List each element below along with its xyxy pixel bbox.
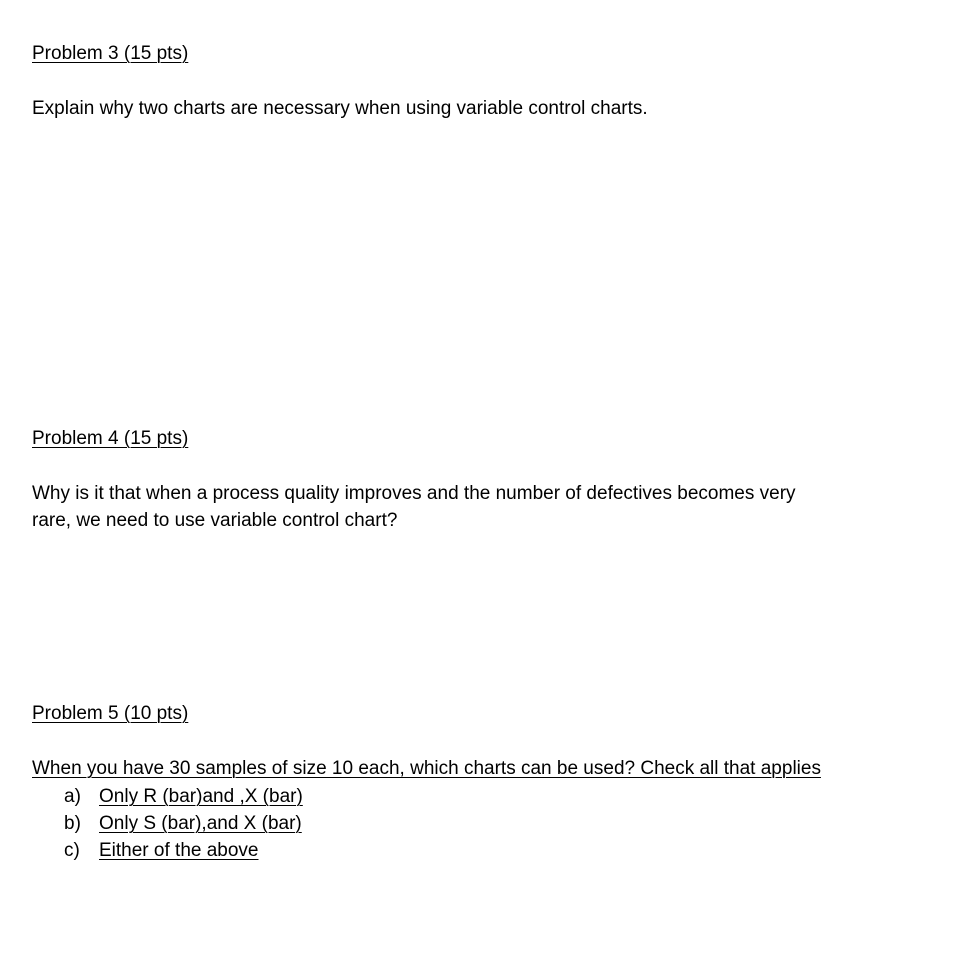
problem-4-question-line-2: rare, we need to use variable control chart? xyxy=(32,510,398,531)
option-c-text: Either of the above xyxy=(99,840,259,861)
option-a-marker: a) xyxy=(64,786,81,807)
problem-3-question: Explain why two charts are necessary when using variable control charts. xyxy=(32,98,648,119)
option-a[interactable] xyxy=(64,784,303,810)
problem-3-heading: Problem 3 (15 pts) xyxy=(32,43,189,64)
option-b-marker: b) xyxy=(64,813,81,834)
option-a-text: Only R (bar)and ,X (bar) xyxy=(99,786,303,807)
problem-5-question: When you have 30 samples of size 10 each, which charts can be used? Check all that applies xyxy=(32,758,821,779)
option-c[interactable] xyxy=(64,838,259,864)
option-c-marker: c) xyxy=(64,840,80,861)
option-b[interactable] xyxy=(64,811,302,837)
problem-5-heading: Problem 5 (10 pts) xyxy=(32,703,189,724)
problem-4-question-line-1: Why is it that when a process quality improves and the number of defectives becomes very xyxy=(32,483,796,504)
option-b-text: Only S (bar),and X (bar) xyxy=(99,813,302,834)
problem-4-heading: Problem 4 (15 pts) xyxy=(32,428,189,449)
